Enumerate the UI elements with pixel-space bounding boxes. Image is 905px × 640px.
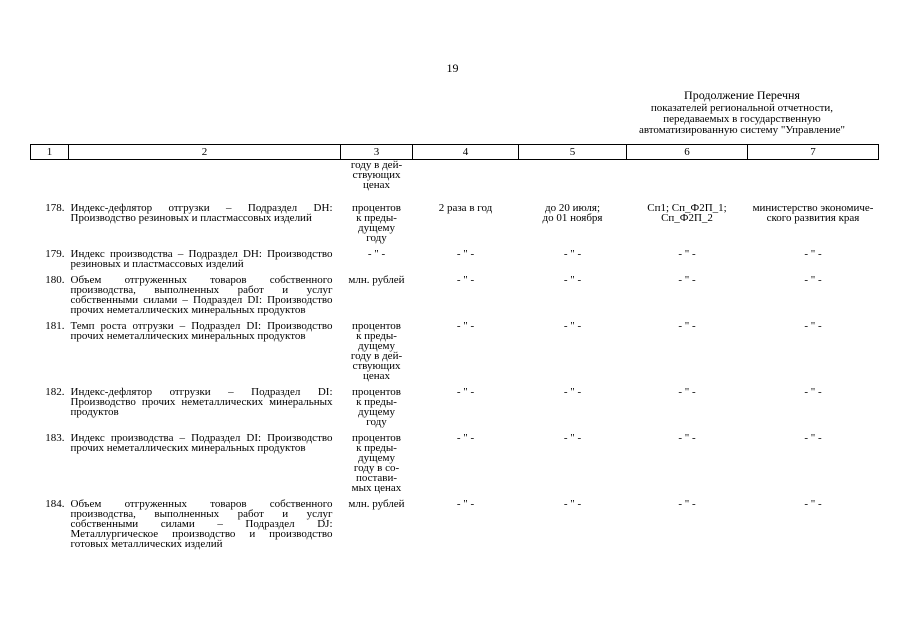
unit-of-measure: [341, 203, 413, 249]
indicator-name: Индекс производства – Подраздел DH: Производство резиновых и пластмассовых изделий: [70, 248, 333, 270]
responsible-body-line: - " -: [804, 274, 822, 286]
table-row: [31, 275, 879, 321]
unit-of-measure-line: дущему: [358, 452, 395, 464]
column-number: 4: [413, 145, 519, 160]
unit-of-measure-line: процентов: [352, 386, 401, 398]
indicators-table: [30, 144, 879, 555]
indicator-name: Темп роста отгрузки – Подраздел DI: Производство прочих неметаллических минеральных продуктов: [70, 320, 333, 342]
page-number: 19: [446, 61, 459, 75]
unit-of-measure-line: году: [366, 416, 387, 428]
responsible-body-line: - " -: [804, 498, 822, 510]
reporting-frequency: - " -: [456, 386, 475, 398]
table-row: [31, 321, 879, 387]
submission-deadline-line: - " -: [563, 386, 582, 398]
indicator-name: Индекс производства – Подраздел DI: Производство прочих неметаллических минеральных продуктов: [70, 432, 333, 454]
unit-line: ствующих: [352, 169, 401, 181]
table-row: [31, 499, 879, 555]
responsible-body: [748, 203, 879, 249]
unit-of-measure: [341, 387, 413, 433]
continuation-subtitle-line: автоматизированную систему "Управление": [638, 124, 846, 136]
column-number: 6: [627, 145, 748, 160]
row-number: 182.: [45, 386, 65, 398]
unit-line: ценах: [362, 179, 391, 191]
unit-of-measure-line: году в со-: [353, 462, 400, 474]
unit-of-measure-line: процентов: [352, 320, 401, 332]
row-number: 184.: [45, 498, 65, 510]
unit-of-measure-line: процентов: [352, 432, 401, 444]
unit-of-measure-line: дущему: [358, 340, 395, 352]
submission-deadline: [519, 387, 627, 433]
unit-of-measure: [341, 499, 413, 555]
report-form-line: - " -: [678, 386, 696, 398]
reporting-frequency: 2 раза в год: [438, 202, 493, 214]
reporting-frequency: - " -: [456, 498, 475, 510]
column-number: 2: [69, 145, 341, 160]
row-number: 179.: [45, 248, 65, 260]
responsible-body-line: - " -: [804, 432, 822, 444]
responsible-body-line: - " -: [804, 320, 822, 332]
unit-of-measure-line: мых ценах: [351, 482, 402, 494]
indicator-name: Индекс-дефлятор отгрузки – Подраздел DH: Производство резиновых и пластмассовых изделий: [70, 202, 333, 224]
responsible-body-line: - " -: [804, 386, 822, 398]
report-form-line: - " -: [678, 320, 696, 332]
unit-of-measure-line: к преды-: [356, 330, 397, 342]
responsible-body: [748, 249, 879, 275]
report-form: [627, 499, 748, 555]
column-number: 7: [748, 145, 879, 160]
reporting-frequency: - " -: [456, 248, 475, 260]
responsible-body-line: ского развития края: [766, 212, 860, 224]
submission-deadline-line: - " -: [563, 320, 582, 332]
reporting-frequency: - " -: [456, 432, 475, 444]
continuation-unit: [341, 160, 413, 204]
report-form: [627, 249, 748, 275]
unit-of-measure-line: постави-: [355, 472, 398, 484]
report-form-line: - " -: [678, 248, 696, 260]
report-form-line: - " -: [678, 498, 696, 510]
report-form: [627, 321, 748, 387]
submission-deadline: [519, 499, 627, 555]
submission-deadline: [519, 249, 627, 275]
submission-deadline: [519, 433, 627, 499]
unit-of-measure-line: дущему: [358, 406, 395, 418]
indicator-name: Объем отгруженных товаров собственного производства, выполненных работ и услуг собственными силами – Подраздел DI: Производство прочих неметаллических минеральных продуктов: [70, 274, 333, 316]
report-form: [627, 387, 748, 433]
reporting-frequency: - " -: [456, 274, 475, 286]
column-number: 1: [31, 145, 69, 160]
responsible-body: [748, 499, 879, 555]
table-row: [31, 249, 879, 275]
submission-deadline: [519, 203, 627, 249]
table-row: [31, 203, 879, 249]
responsible-body-line: министерство экономиче-: [752, 202, 874, 214]
unit-of-measure-line: процентов: [352, 202, 401, 214]
submission-deadline-line: - " -: [563, 498, 582, 510]
continuation-row: [31, 160, 879, 204]
responsible-body: [748, 387, 879, 433]
indicator-name: Объем отгруженных товаров собственного производства, выполненных работ и услуг собственными силами – Подраздел DJ: Металлургическое производство и производство готовых металлических изделий: [70, 498, 333, 550]
report-form-line: Сп1; Сп_Ф2П_1;: [647, 202, 727, 214]
unit-of-measure-line: ствующих: [352, 360, 401, 372]
submission-deadline-line: до 20 июля;: [544, 202, 601, 214]
continuation-subtitle-line: показателей региональной отчетности,: [650, 102, 834, 114]
submission-deadline-line: - " -: [563, 432, 582, 444]
continuation-title: Продолжение Перечня: [684, 88, 800, 102]
unit-of-measure-line: году: [366, 232, 387, 244]
unit-of-measure: [341, 321, 413, 387]
unit-of-measure-line: ценах: [362, 370, 391, 382]
submission-deadline-line: - " -: [563, 248, 582, 260]
indicator-name: Индекс-дефлятор отгрузки – Подраздел DI: Производство прочих неметаллических минеральных продуктов: [70, 386, 333, 418]
report-form-line: - " -: [678, 432, 696, 444]
table-body: [31, 160, 879, 556]
unit-of-measure: [341, 433, 413, 499]
responsible-body: [748, 433, 879, 499]
continuation-heading: [606, 88, 878, 136]
responsible-body: [748, 275, 879, 321]
report-form-line: - " -: [678, 274, 696, 286]
unit-of-measure-line: млн. рублей: [348, 498, 405, 510]
unit-of-measure-line: млн. рублей: [348, 274, 405, 286]
row-number: 180.: [45, 274, 65, 286]
report-form: [627, 433, 748, 499]
unit-of-measure-line: году в дей-: [350, 350, 403, 362]
unit-of-measure-line: к преды-: [356, 442, 397, 454]
table-row: [31, 433, 879, 499]
reporting-frequency: - " -: [456, 320, 475, 332]
unit-of-measure-line: к преды-: [356, 396, 397, 408]
row-number: 183.: [45, 432, 65, 444]
row-number: 178.: [45, 202, 65, 214]
column-number: 3: [341, 145, 413, 160]
table-row: [31, 387, 879, 433]
column-number-row: [31, 145, 879, 160]
responsible-body: [748, 321, 879, 387]
unit-of-measure: [341, 249, 413, 275]
submission-deadline-line: - " -: [563, 274, 582, 286]
column-number: 5: [519, 145, 627, 160]
report-form-line: Сп_Ф2П_2: [661, 212, 713, 224]
continuation-subtitle-line: передаваемых в государственную: [663, 113, 821, 125]
report-form: [627, 275, 748, 321]
unit-of-measure: [341, 275, 413, 321]
report-form: [627, 203, 748, 249]
row-number: 181.: [45, 320, 65, 332]
submission-deadline: [519, 275, 627, 321]
unit-of-measure-line: дущему: [358, 222, 395, 234]
unit-of-measure-line: - " -: [367, 248, 386, 260]
unit-line: году в дей-: [350, 159, 403, 171]
unit-of-measure-line: к преды-: [356, 212, 397, 224]
submission-deadline: [519, 321, 627, 387]
submission-deadline-line: до 01 ноября: [542, 212, 603, 224]
responsible-body-line: - " -: [804, 248, 822, 260]
